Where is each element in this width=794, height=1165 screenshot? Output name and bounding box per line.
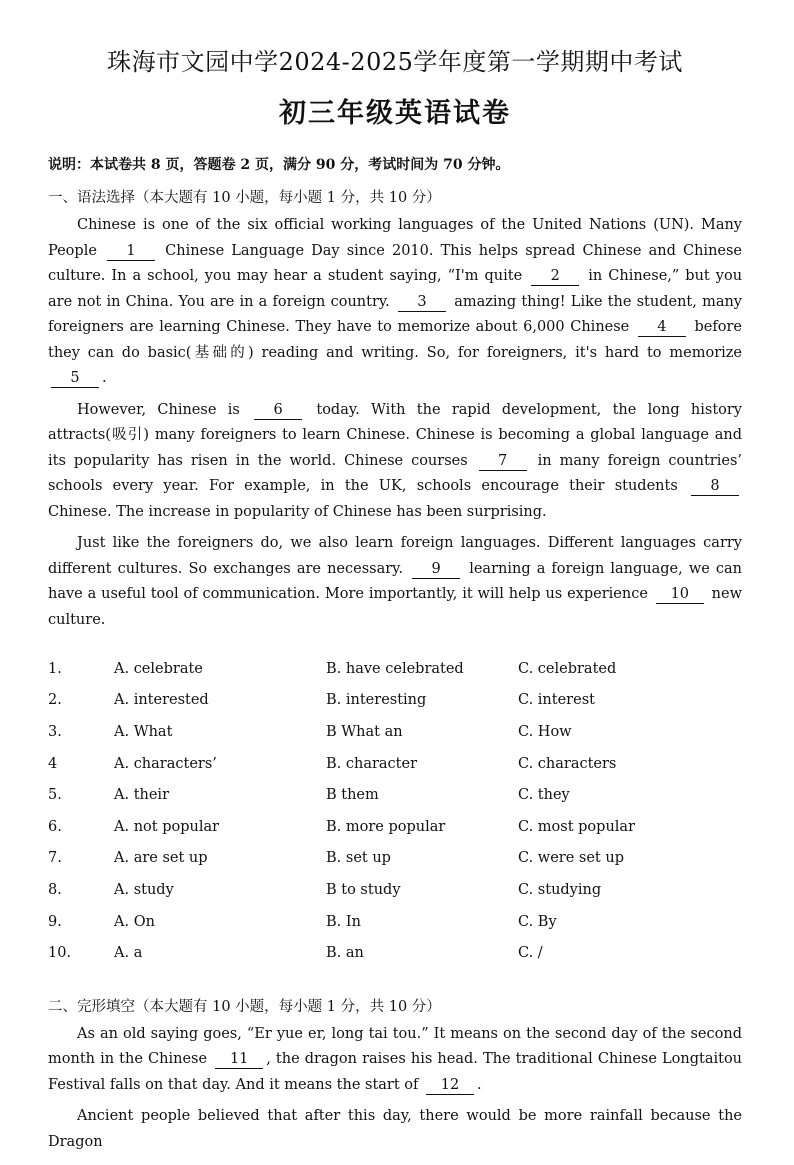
option-a: A. study	[114, 881, 174, 898]
text-run: .	[102, 370, 107, 386]
option-c: C. characters	[518, 755, 617, 772]
option-b: B. more popular	[326, 818, 446, 835]
option-c: C. How	[518, 723, 572, 740]
blank-9: 9	[412, 561, 460, 579]
text-run: Chinese Language Day since 2010. This helps spread Chinese and Chinese culture. In a school, you may hear a student saying, “I'm quite	[48, 242, 743, 284]
blank-8: 8	[691, 478, 739, 496]
text-run: Just like the foreigners do, we also learn foreign languages. Different languages carry different cultures. So exchanges are necessary.	[48, 535, 742, 577]
exam-page	[0, 42, 794, 1165]
text-run: in Chinese,” but you are not in China. You are in a foreign country.	[48, 268, 743, 310]
text-run: today. With the rapid development, the long history attracts(吸引) many foreigners to learn Chinese. Chinese is becoming a global language and its popularity has risen in the world. Chinese courses	[48, 401, 742, 469]
options-row	[48, 843, 742, 875]
option-c: C. most popular	[518, 818, 635, 835]
text-run: Chinese is one of the six official working languages of the United Nations (UN). Many People	[48, 217, 742, 259]
text-run: Ancient people believed that after this day, there would be more rainfall because the Dragon	[48, 1108, 742, 1150]
text-run: However, Chinese is	[77, 401, 240, 418]
option-c: C. studying	[518, 881, 602, 898]
option-b: B. an	[326, 945, 364, 962]
option-b: B to study	[326, 881, 401, 898]
blank-6: 6	[254, 402, 302, 420]
option-c: C. were set up	[518, 850, 624, 867]
options-row	[48, 874, 742, 906]
options-row	[48, 906, 742, 938]
text-run: new culture.	[48, 586, 743, 628]
question-number: 1.	[48, 660, 62, 677]
option-c: C. interest	[518, 692, 595, 709]
question-number: 5.	[48, 787, 62, 804]
question-number: 7.	[48, 850, 62, 867]
option-c: C. celebrated	[518, 660, 617, 677]
section1-paragraph-2	[48, 398, 742, 526]
option-a: A. interested	[114, 692, 209, 709]
option-b: B. interesting	[326, 692, 427, 709]
blank-1: 1	[107, 243, 155, 261]
text-run: learning a foreign language, we can have a useful tool of communication. More importantly, it will help us experience	[48, 560, 743, 602]
options-row	[48, 685, 742, 717]
option-b: B. In	[326, 913, 361, 930]
options-row	[48, 653, 742, 685]
question-number: 4	[48, 755, 58, 772]
exam-title: 珠海市文园中学2024-2025学年度第一学期期中考试	[107, 48, 683, 76]
option-a: A. a	[114, 945, 143, 962]
question-number: 9.	[48, 913, 62, 930]
question-number: 6.	[48, 818, 62, 835]
option-a: A. are set up	[114, 850, 208, 867]
option-b: B What an	[326, 723, 403, 740]
blank-4: 4	[638, 319, 686, 337]
text-run: in many foreign countries’ schools every year. For example, in the UK, schools encourage their students	[48, 452, 742, 494]
option-a: A. not popular	[114, 818, 220, 835]
section2-paragraph-2	[48, 1104, 742, 1155]
question-number: 2.	[48, 692, 62, 709]
options-row	[48, 748, 742, 780]
text-run: .	[477, 1076, 482, 1093]
exam-instructions: 说明：本试卷共 8 页，答题卷 2 页，满分 90 分，考试时间为 70 分钟。	[48, 157, 510, 173]
section1-paragraph-1	[48, 213, 742, 392]
options-table	[48, 653, 742, 969]
option-a: A. their	[114, 787, 170, 804]
blank-5: 5	[51, 370, 99, 388]
options-row	[48, 779, 742, 811]
option-b: B. have celebrated	[326, 660, 464, 677]
option-c: C. they	[518, 787, 570, 804]
section2-paragraph-1	[48, 1022, 742, 1099]
option-c: C. By	[518, 913, 557, 930]
options-row	[48, 716, 742, 748]
blank-7: 7	[479, 453, 527, 471]
option-a: A. characters’	[114, 755, 217, 772]
blank-2: 2	[531, 268, 579, 286]
section1-heading: 一、语法选择（本大题有 10 小题，每小题 1 分，共 10 分）	[48, 190, 441, 206]
option-b: B. set up	[326, 850, 391, 867]
option-a: A. On	[114, 913, 155, 930]
option-a: A. What	[114, 723, 173, 740]
option-c: C. /	[518, 945, 543, 962]
options-row	[48, 937, 742, 969]
options-row	[48, 811, 742, 843]
question-number: 3.	[48, 723, 62, 740]
option-b: B them	[326, 787, 379, 804]
exam-subtitle: 初三年级英语试卷	[279, 98, 511, 129]
text-run: As an old saying goes, “Er yue er, long tai tou.” It means on the second day of the second month in the Chinese	[48, 1025, 742, 1068]
section1-paragraph-3	[48, 531, 742, 633]
blank-10: 10	[656, 586, 704, 604]
text-run: amazing thing! Like the student, many foreigners are learning Chinese. They have to memorize about 6,000 Chinese	[48, 293, 742, 335]
section2-heading: 二、完形填空（本大题有 10 小题，每小题 1 分，共 10 分）	[48, 998, 441, 1015]
option-b: B. character	[326, 755, 418, 772]
question-number: 8.	[48, 881, 62, 898]
text-run: Chinese. The increase in popularity of Chinese has been surprising.	[48, 503, 547, 520]
text-run: , the dragon raises his head. The traditional Chinese Longtaitou Festival falls on that day. And it means the start of	[48, 1051, 743, 1093]
blank-11: 11	[215, 1051, 263, 1069]
option-a: A. celebrate	[114, 660, 203, 677]
question-number: 10.	[48, 945, 72, 962]
blank-12: 12	[426, 1077, 474, 1095]
blank-3: 3	[398, 294, 446, 312]
text-run: before they can do basic(基础的) reading and writing. So, for foreigners, it's hard to memorize	[48, 319, 742, 361]
